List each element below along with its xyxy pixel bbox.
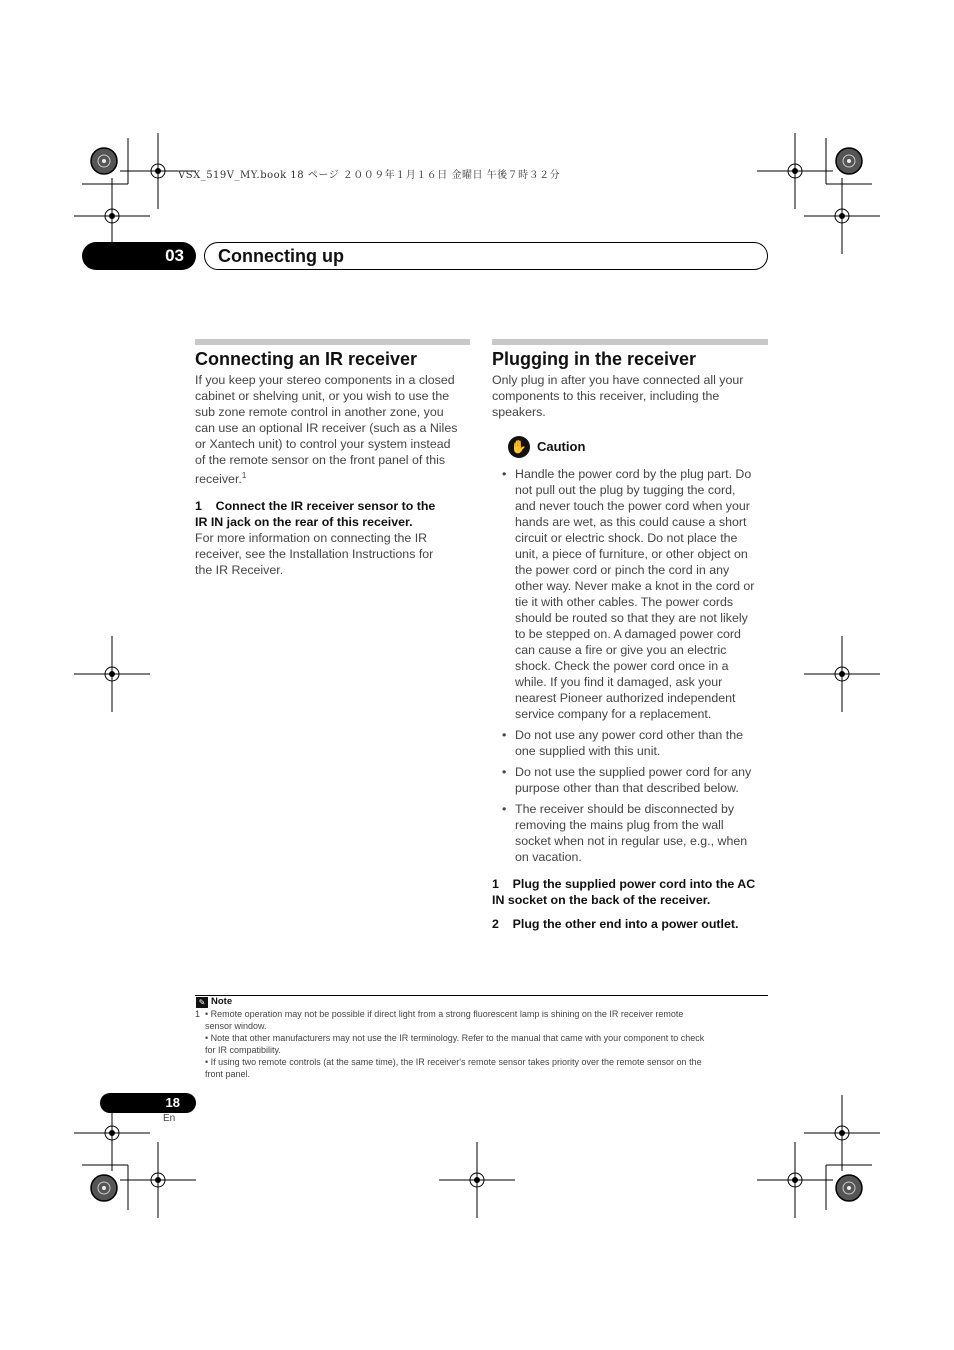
ir-step-1: 1 Connect the IR receiver sensor to the IR IN jack on the rear of this receiver.: [195, 499, 436, 530]
left-column: [195, 339, 470, 578]
caution-list: [492, 466, 768, 865]
pencil-icon: ✎: [196, 997, 208, 1008]
print-header: VSX_519V_MY.book 18 ページ ２００９年１月１６日 金曜日 午後７時３２分: [178, 170, 561, 181]
chapter-number: 03: [82, 242, 196, 270]
note-divider: [195, 995, 768, 996]
plugging-in-paragraph: Only plug in after you have connected all your components to this receiver, including the speakers.: [492, 373, 744, 419]
hand-stop-icon: ✋: [508, 436, 530, 458]
page-number: 18: [100, 1093, 196, 1113]
plug-step-1: 1 Plug the supplied power cord into the AC IN socket on the back of the receiver.: [492, 877, 756, 907]
ir-step-1-paragraph: For more information on connecting the IR receiver, see the Installation Instructions for the IR Receiver.: [195, 531, 434, 578]
caution-header: [508, 436, 768, 458]
footnote-list: 1 • Remote operation may not be possible if direct light from a strong fluorescent lamp is shining on the IR receiver remote sensor window. • Note that other manufacturers may not use the IR terminology. Refer to the manual that came with your component to check for IR compatibility. • If using two remote controls (at the same time), the IR receiver's remote sensor takes priority over the remote sensor on the front panel.: [195, 1009, 705, 1079]
footnote-ref[interactable]: 1: [241, 471, 247, 480]
plug-step-2: 2 Plug the other end into a power outlet.: [492, 917, 739, 931]
caution-label: Caution: [537, 439, 586, 454]
list-item: • Do not use the supplied power cord for any purpose other than that described below.: [492, 764, 768, 796]
page-language: En: [163, 1113, 176, 1124]
section-heading-ir-receiver: Connecting an IR receiver: [195, 349, 418, 369]
chapter-title: Connecting up: [218, 246, 344, 266]
ir-receiver-paragraph: If you keep your stereo components in a closed cabinet or shelving unit, or you wish to use the sub zone remote control in another zone, you can use an optional IR receiver (such as a Niles or Xantech unit) to control your system instead of the remote sensor on the front panel of this receiver.$^1$: [195, 373, 458, 487]
section-heading-plugging-in: Plugging in the receiver: [492, 349, 697, 369]
section-rule: [492, 339, 768, 345]
list-item: • Do not use any power cord other than the one supplied with this unit.: [492, 727, 768, 759]
section-rule: [195, 339, 470, 345]
list-item: • Handle the power cord by the plug part. Do not pull out the plug by tugging the cord, and never touch the power cord when your hands are wet, as this could cause a short circuit or electric shock. Do not place the unit, a piece of furniture, or other object on the power cord or pinch the cord in any other way. Never make a knot in the cord or tie it with other cables. The power cords should be routed so that they are not likely to be stepped on. A damaged power cord can cause a fire or give you an electric shock. Check the power cord once in a while. If you find it damaged, ask your nearest Pioneer authorized independent service company for a replacement.: [492, 466, 768, 722]
note-label: Note: [211, 996, 233, 1007]
list-item: • The receiver should be disconnected by removing the mains plug from the wall socket when not in regular use, e.g., when on vacation.: [492, 801, 768, 865]
right-column: [492, 339, 768, 932]
